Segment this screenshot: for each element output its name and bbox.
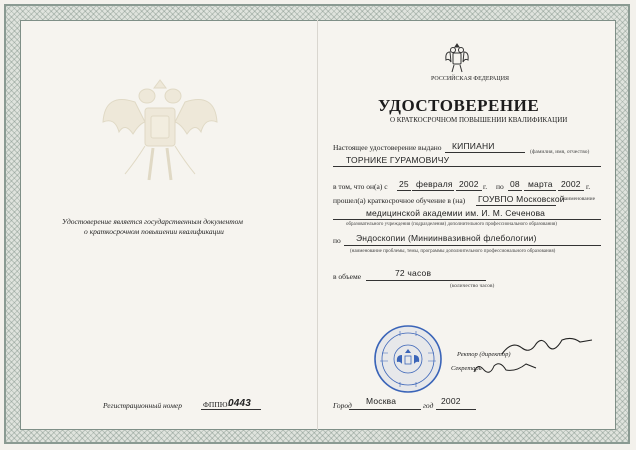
program-caption: (наименование проблемы, темы, программы дополнительного профессионального образования) bbox=[350, 249, 556, 254]
embossed-eagle-emblem bbox=[95, 62, 225, 192]
left-note-line2: о краткосрочном повышении квалификации bbox=[84, 227, 224, 236]
institution-label: прошел(а) краткосрочное обучение в (на) bbox=[333, 196, 466, 205]
rector-signature bbox=[498, 336, 598, 360]
institution-caption: образовательного учреждения (подразделения) дополнительного профессионального образования) bbox=[346, 222, 557, 227]
registration-line bbox=[201, 409, 261, 410]
city-value: Москва bbox=[366, 396, 397, 406]
left-note-line1: Удостоверение является государственным документом bbox=[62, 217, 243, 226]
volume-value: 72 часов bbox=[395, 268, 432, 278]
registration-label: Регистрационный номер bbox=[103, 401, 183, 410]
issued-to-caption: (фамилия, имя, отчество) bbox=[530, 149, 590, 155]
name-line bbox=[333, 166, 601, 167]
institution-value-line2: медицинской академии им. И. М. Сеченова bbox=[366, 208, 546, 218]
institution-value-line1: ГОУВПО Московской bbox=[478, 194, 565, 204]
program-label: по bbox=[333, 236, 341, 245]
document-subtitle: О КРАТКОСРОЧНОМ ПОВЫШЕНИИ КВАЛИФИКАЦИИ bbox=[390, 116, 568, 124]
program-line bbox=[344, 245, 601, 246]
institution-caption-right: (наименование bbox=[560, 196, 596, 202]
issued-to-line bbox=[445, 152, 525, 153]
document-title: УДОСТОВЕРЕНИЕ bbox=[378, 96, 540, 115]
year-label: год bbox=[423, 401, 434, 410]
to-year-line bbox=[558, 190, 584, 191]
from-year-line bbox=[456, 190, 482, 191]
volume-caption: (количество часов) bbox=[450, 283, 495, 289]
registration-number-prefix: ФППЮ- bbox=[203, 400, 230, 409]
registration-number: 0443 bbox=[228, 398, 252, 409]
from-day-value: 25 bbox=[399, 179, 409, 189]
institution-line2 bbox=[333, 219, 601, 220]
program-value: Эндоскопии (Миниинвазивной флебологии) bbox=[356, 233, 537, 243]
to-month-value: марта bbox=[528, 179, 553, 189]
city-line bbox=[349, 409, 421, 410]
to-year-value: 2002 bbox=[561, 179, 581, 189]
issued-to-label: Настоящее удостоверение выдано bbox=[333, 143, 442, 152]
from-day-line bbox=[397, 190, 411, 191]
center-fold bbox=[317, 20, 318, 430]
to-day-line bbox=[508, 190, 522, 191]
coat-of-arms-icon bbox=[444, 42, 470, 74]
institution-line1 bbox=[476, 205, 556, 206]
from-year-suffix: г. bbox=[483, 182, 488, 191]
to-label: по bbox=[496, 182, 504, 191]
secretary-label: Секретарь bbox=[451, 365, 482, 372]
rector-label: Ректор (директор) bbox=[457, 351, 511, 358]
official-stamp bbox=[372, 323, 444, 395]
federation-label: РОССИЙСКАЯ ФЕДЕРАЦИЯ bbox=[431, 76, 510, 82]
to-day-value: 08 bbox=[510, 179, 520, 189]
year-value: 2002 bbox=[441, 396, 461, 406]
to-month-line bbox=[524, 190, 556, 191]
dates-prefix: в том, что он(а) с bbox=[333, 182, 388, 191]
from-month-value: февраля bbox=[416, 179, 453, 189]
volume-line bbox=[366, 280, 486, 281]
from-month-line bbox=[412, 190, 454, 191]
surname-value: КИПИАНИ bbox=[452, 141, 495, 151]
to-year-suffix: г. bbox=[586, 182, 591, 191]
volume-label: в объеме bbox=[333, 272, 362, 281]
city-label: Город bbox=[333, 401, 352, 410]
from-year-value: 2002 bbox=[459, 179, 479, 189]
name-value: ТОРНИКЕ ГУРАМОВИЧУ bbox=[346, 155, 450, 165]
year-line bbox=[436, 409, 476, 410]
